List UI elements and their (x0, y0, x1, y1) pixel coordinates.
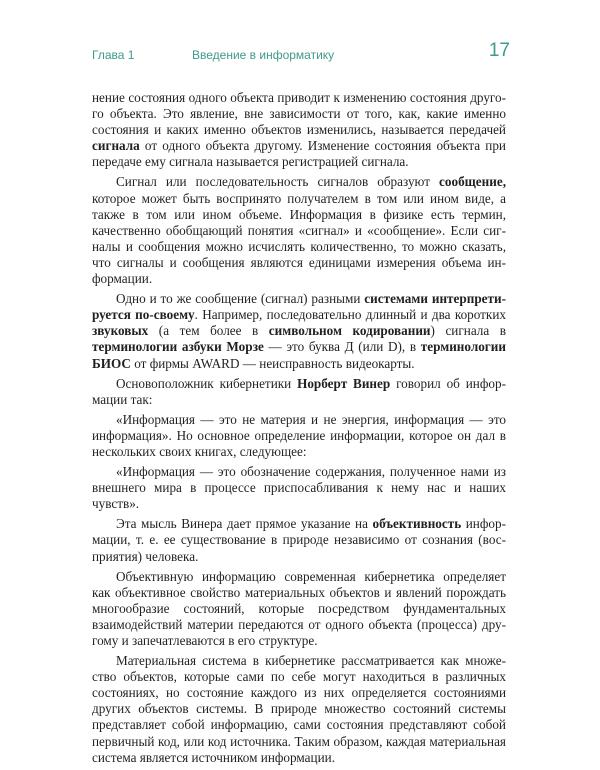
text-run: «Информация — это обозначение содержания, полученное нами из внешнего мира в процессе приспосабливания к нему нас и наших чувств». (92, 464, 506, 512)
text-run: нение состояния одного объекта приводит к изменению состояния другого объекта. Это явление, вне зависимости от того, как, какие именно состояния и каких именно объектов изменились, называется передачей (92, 90, 506, 138)
bold-term: сигнала (92, 138, 140, 154)
bold-term: объективность (372, 516, 462, 532)
bold-term: терминологии азбуки Морзе (92, 339, 264, 355)
page-number: 17 (488, 40, 510, 61)
text-run: от одного объекта другому. Изменение состояния объекта при передаче ему сигнала называется регистрацией сигнала. (92, 138, 506, 170)
text-run: которое может быть воспринято получателем в том или ином виде, а также в том или ином объеме. Информация в физике есть термин, качественно обобщающий понятия «сигнал» и «сообщение». Если сигналы и сообщения можно исчислять количественно, то можно сказать, что сигналы и сообщения являются единицами измерения объема информации. (92, 190, 506, 287)
paragraph (92, 376, 506, 408)
bold-term: сообщение, (439, 174, 506, 190)
paragraph (92, 291, 506, 371)
running-header (92, 40, 510, 70)
paragraph (92, 412, 506, 460)
paragraph (92, 653, 506, 766)
bold-term: Норберт Винер (297, 375, 391, 391)
text-run: информации, т. е. ее существование в природе независимо от сознания (восприятия) человека. (92, 516, 506, 564)
text-run: Основоположник кибернетики (116, 375, 298, 391)
text-run: говорил об информации так: (92, 375, 506, 407)
bold-term: символьном кодировании (268, 323, 431, 339)
bold-term: терминологии БИОС (92, 339, 506, 371)
text-run: «Информация — это не материя и не энергия, информация — это информация». Но основное определение информации, которое он дал в нескольких своих книгах, следующее: (92, 411, 506, 459)
text-run: от фирмы AWARD — неисправность видеокарты. (130, 355, 415, 371)
text-run: Сигнал или последовательность сигналов образуют (116, 174, 440, 190)
bold-term: системами интерпретируется по-своему (92, 291, 506, 323)
paragraph (92, 464, 506, 512)
chapter-label: Глава 1 (92, 48, 135, 62)
paragraph (92, 90, 506, 170)
text-run: . Например, последовательно длинный и два коротких (194, 307, 506, 323)
text-run: Объективную информацию современная кибернетика определяет как объективное свойство материальных объектов и явлений порождать многообразие состояний, которые посредством фундаментальных взаимодействий материи передаются от одного объекта (процесса) другому и запечатлеваются в его структуре. (92, 568, 506, 648)
text-run: — это буква Д (или D), в (263, 339, 421, 355)
paragraph (92, 516, 506, 564)
text-run: Одно и то же сообщение (сигнал) разными (116, 291, 365, 307)
section-title: Введение в информатику (192, 48, 335, 62)
paragraph (92, 569, 506, 649)
paragraph (92, 174, 506, 287)
bold-term: звуковых (92, 323, 149, 339)
text-run: Эта мысль Винера дает прямое указание на (116, 516, 373, 532)
text-run: (а тем более в (148, 323, 269, 339)
text-run: Материальная система в кибернетике рассматривается как множество объектов, которые сами по себе могут находиться в различных состояниях, но состояние каждого из них определяется состояниями других объектов системы. В природе множество состояний системы представляет собой информацию, сами состояния представляют собой первичный код, или код источника. Таким образом, каждая материальная система является источником информации. (92, 653, 506, 765)
text-run: ) сигнала в (430, 323, 506, 339)
body-text (92, 90, 506, 770)
